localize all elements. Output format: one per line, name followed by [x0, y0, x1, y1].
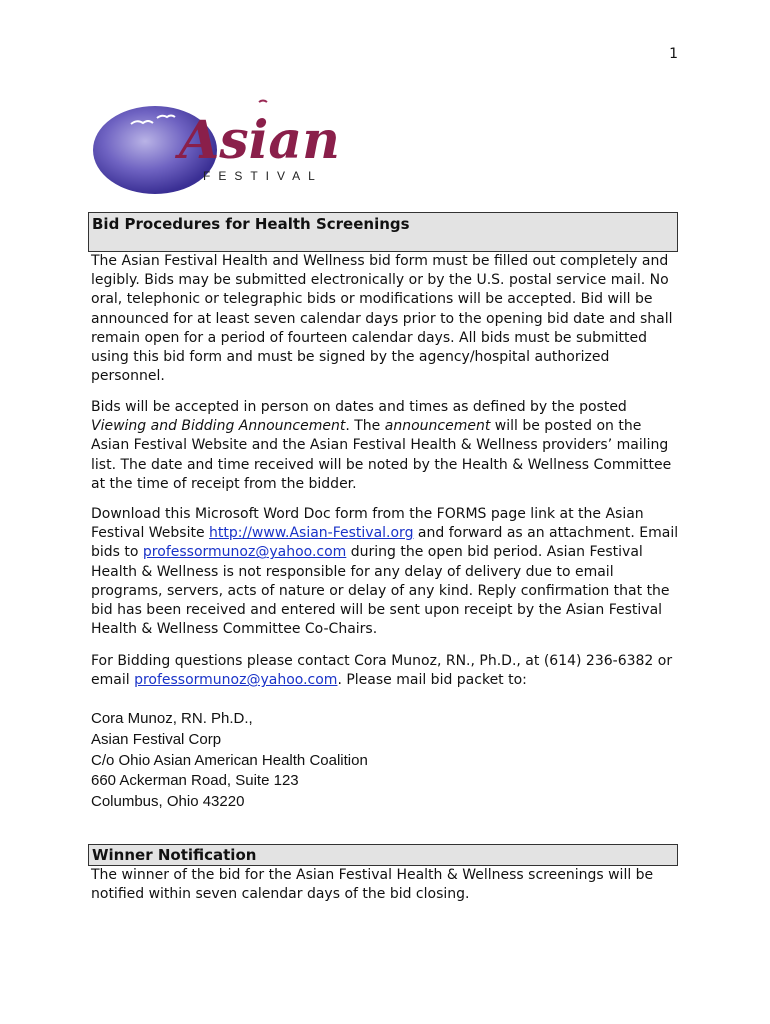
text: and forward as an attachment. Email bids to: [91, 525, 679, 561]
text: For Bidding questions please contact Cora Munoz, RN., Ph.D., at (614) 236-6382 or email: [91, 653, 673, 689]
paragraph-download-form: [91, 505, 679, 639]
text: . Please mail bid packet to:: [337, 672, 527, 689]
address-line: 660 Ackerman Road, Suite 123: [91, 772, 299, 790]
section-heading-bid-procedures: Bid Procedures for Health Screenings: [88, 212, 678, 252]
logo-graphic: [91, 94, 351, 196]
logo-subtitle: FESTIVAL: [203, 169, 323, 183]
address-line: Asian Festival Corp: [91, 730, 222, 748]
email-link[interactable]: professormunoz@yahoo.com: [142, 544, 347, 561]
mailing-address: [91, 709, 368, 813]
text: . The: [345, 418, 385, 435]
address-line: Cora Munoz, RN. Ph.D.,: [91, 710, 253, 727]
paragraph-bid-form: The Asian Festival Health and Wellness bid form must be filled out completely and legibly. Bids may be submitted electronically or by the U.S. postal service mail. No oral, telephonic or telegraphic bids or modifications will be accepted. Bid will be announced for at least seven calendar days prior to the opening bid date and shall remain open for a period of fourteen calendar days. All bids must be submitted using this bid form and must be signed by the agency/hospital authorized personnel.: [91, 253, 673, 385]
address-line: Columbus, Ohio 43220: [91, 793, 245, 811]
asian-festival-logo: [91, 94, 351, 196]
text: will be posted on the Asian Festival Website and the Asian Festival Health & Wellness providers’ mailing list. The date and time received will be noted by the Health & Wellness Committee at the time of receipt from the bidder.: [91, 418, 672, 492]
paragraph-bid-acceptance: [91, 398, 679, 494]
paragraph-winner: The winner of the bid for the Asian Festival Health & Wellness screenings will be notified within seven calendar days of the bid closing.: [91, 867, 654, 903]
contact-email-link[interactable]: professormunoz@yahoo.com: [134, 672, 338, 689]
announcement-word: announcement: [384, 418, 491, 435]
section-heading-winner-notification: Winner Notification: [88, 844, 678, 866]
text: during the open bid period. Asian Festival Health & Wellness is not responsible for any delay of delivery due to email programs, servers, acts of nature or delay of any kind. Reply confirmation that the bid has been received and entered will be sent upon receipt by the Asian Festival Health & Wellness Committee Co-Chairs.: [91, 544, 670, 638]
page-number: 1: [669, 46, 678, 62]
text: Bids will be accepted in person on dates and times as defined by the posted: [91, 399, 627, 415]
text: Download this Microsoft Word Doc form from the FORMS page link at the Asian Festival Website: [91, 506, 644, 542]
website-link[interactable]: http://www.Asian-Festival.org: [209, 525, 414, 542]
announcement-title: Viewing and Bidding Announcement: [91, 418, 346, 435]
address-line: C/o Ohio Asian American Health Coalition: [91, 751, 368, 769]
paragraph-contact: [91, 652, 679, 690]
logo-word: Asian: [179, 110, 340, 171]
